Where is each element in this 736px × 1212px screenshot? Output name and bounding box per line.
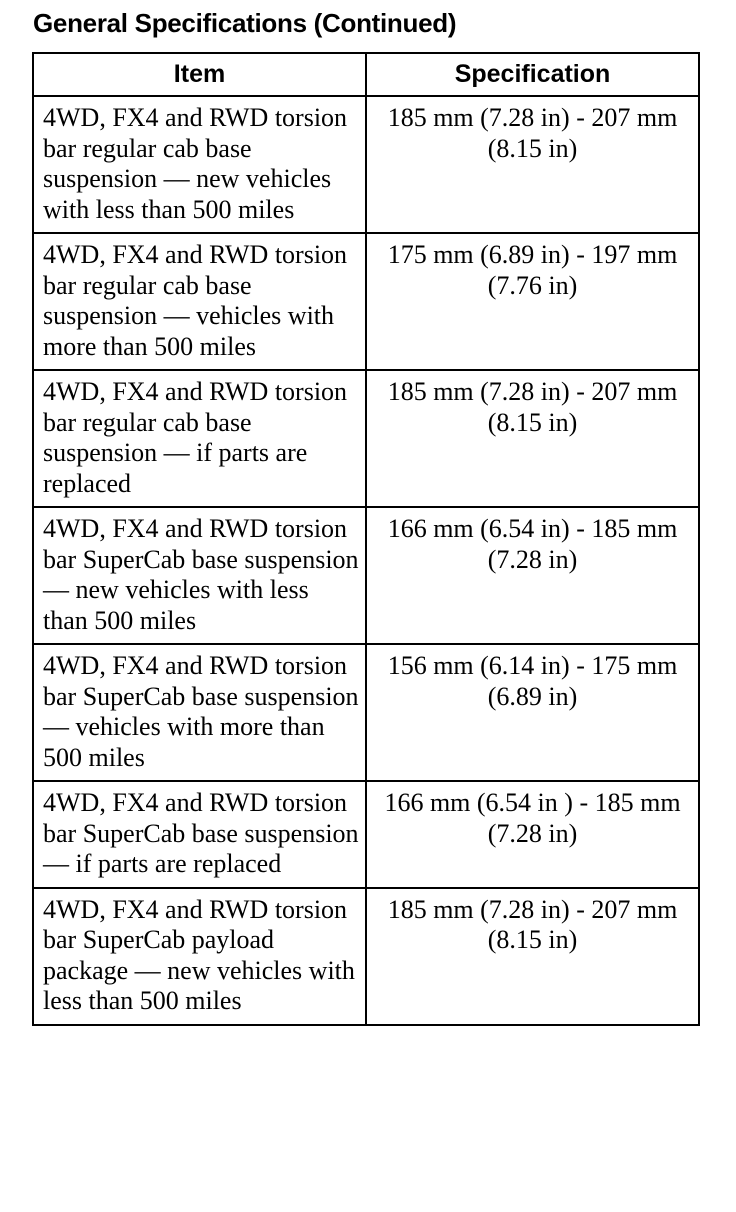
item-cell: 4WD, FX4 and RWD torsion bar regular cab base suspension — new vehicles with less than 500 miles (33, 96, 366, 233)
specification-cell: 185 mm (7.28 in) - 207 mm (8.15 in) (366, 96, 699, 233)
specification-cell: 166 mm (6.54 in) - 185 mm (7.28 in) (366, 507, 699, 644)
specifications-table (32, 52, 700, 1026)
item-cell: 4WD, FX4 and RWD torsion bar SuperCab base suspension — if parts are replaced (33, 781, 366, 888)
specification-cell: 185 mm (7.28 in) - 207 mm (8.15 in) (366, 888, 699, 1025)
item-cell: 4WD, FX4 and RWD torsion bar regular cab base suspension — if parts are replaced (33, 370, 366, 507)
item-cell: 4WD, FX4 and RWD torsion bar regular cab base suspension — vehicles with more than 500 miles (33, 233, 366, 370)
specification-cell: 156 mm (6.14 in) - 175 mm (6.89 in) (366, 644, 699, 781)
item-cell: 4WD, FX4 and RWD torsion bar SuperCab base suspension — vehicles with more than 500 miles (33, 644, 366, 781)
specification-cell: 166 mm (6.54 in ) - 185 mm (7.28 in) (366, 781, 699, 888)
specification-cell: 185 mm (7.28 in) - 207 mm (8.15 in) (366, 370, 699, 507)
item-cell: 4WD, FX4 and RWD torsion bar SuperCab base suspension — new vehicles with less than 500 miles (33, 507, 366, 644)
item-cell: 4WD, FX4 and RWD torsion bar SuperCab payload package — new vehicles with less than 500 miles (33, 888, 366, 1025)
header-row (33, 53, 699, 96)
table-row (33, 370, 699, 507)
specification-cell: 175 mm (6.89 in) - 197 mm (7.76 in) (366, 233, 699, 370)
table-row (33, 233, 699, 370)
table-header (33, 53, 699, 96)
table-body (33, 96, 699, 1025)
table-row (33, 644, 699, 781)
column-header-item: Item (33, 53, 366, 96)
table-row (33, 507, 699, 644)
table-row (33, 781, 699, 888)
table-row (33, 96, 699, 233)
column-header-specification: Specification (366, 53, 699, 96)
table-row (33, 888, 699, 1025)
page-title: General Specifications (Continued) (33, 8, 457, 38)
